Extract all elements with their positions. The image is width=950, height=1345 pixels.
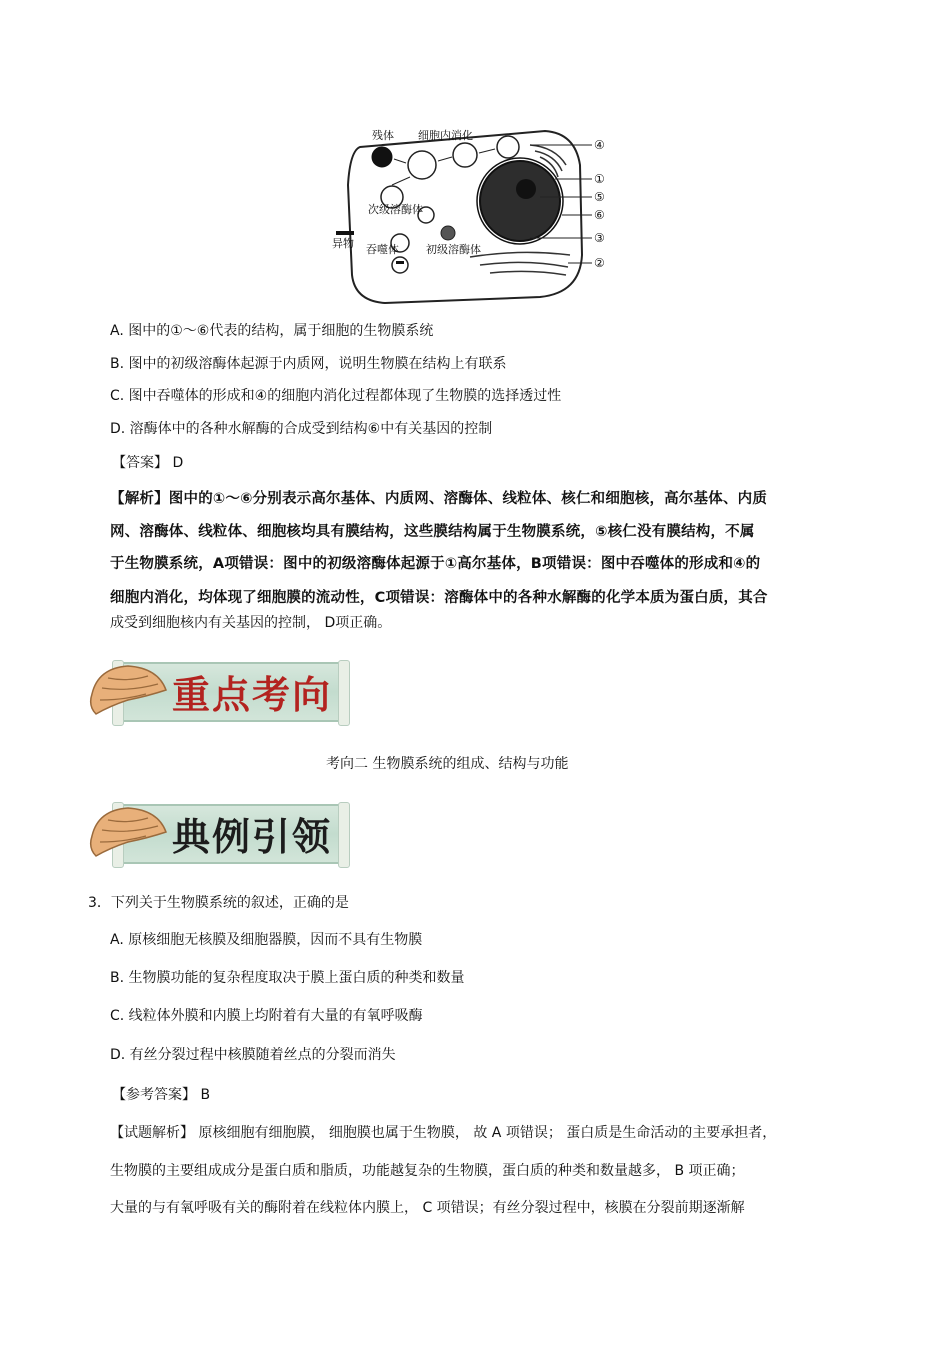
label-n6: ⑥ [594,208,605,222]
q3-option-d: D. 有丝分裂过程中核膜随着丝点的分裂而消失 [110,1047,396,1063]
banner-key-direction [88,654,346,726]
section-heading: 考向二 生物膜系统的组成、结构与功能 [326,756,569,772]
q3-answer: 【参考答案】 B [112,1087,211,1103]
shell-icon [88,802,168,862]
cell-diagram-figure [330,125,620,307]
q3-option-c: C. 线粒体外膜和内膜上均附着有大量的有氧呼吸酶 [110,1008,423,1024]
q3-stem: 3．下列关于生物膜系统的叙述，正确的是 [88,895,349,911]
cell-diagram [330,125,620,307]
label-phagosome: 吞噬体 [366,243,399,256]
label-n5: ⑤ [594,190,605,204]
label-n2: ② [594,256,605,270]
q3-analysis-line-3: 大量的与有氧呼吸有关的酶附着在线粒体内膜上， C 项错误；有丝分裂过程中，核膜在分裂前期逐渐解 [110,1200,745,1216]
analysis-line-3: 于生物膜系统，A项错误：图中的初级溶酶体起源于①高尔基体，B项错误：图中吞噬体的形成和④的 [110,556,761,572]
option-c: C. 图中吞噬体的形成和④的细胞内消化过程都体现了生物膜的选择透过性 [110,388,562,404]
label-n3: ③ [594,231,605,245]
label-secondary-lysosome: 次级溶酶体 [368,203,423,216]
banner-typical-example [88,796,346,868]
option-d: D. 溶酶体中的各种水解酶的合成受到结构⑥中有关基因的控制 [110,421,493,437]
analysis-line-5: 成受到细胞核内有关基因的控制， D项正确。 [110,615,392,631]
banner-title: 典例引领 [172,814,333,859]
shell-icon [88,660,168,720]
option-a: A. 图中的①～⑥代表的结构，属于细胞的生物膜系统 [110,323,434,339]
label-foreign-matter: 异物 [332,237,354,250]
label-primary-lysosome: 初级溶酶体 [426,243,481,256]
option-b: B. 图中的初级溶酶体起源于内质网，说明生物膜在结构上有联系 [110,356,507,372]
q3-analysis-line-2: 生物膜的主要组成成分是蛋白质和脂质，功能越复杂的生物膜，蛋白质的种类和数量越多， B 项正确； [110,1163,745,1179]
q3-analysis-line-1: 【试题解析】 原核细胞有细胞膜， 细胞膜也属于生物膜， 故 A 项错误； 蛋白质是生命活动的主要承担者， [110,1125,777,1141]
answer: 【答案】 D [112,455,184,471]
analysis-line-1: 【解析】图中的①～⑥分别表示高尔基体、内质网、溶酶体、线粒体、核仁和细胞核，高尔基体、内质 [110,491,768,507]
label-n4: ④ [594,138,605,152]
analysis-line-2: 网、溶酶体、线粒体、细胞核均具有膜结构，这些膜结构属于生物膜系统，⑤核仁没有膜结构，不属 [110,524,755,540]
q3-option-b: B. 生物膜功能的复杂程度取决于膜上蛋白质的种类和数量 [110,970,465,986]
q3-option-a: A. 原核细胞无核膜及细胞器膜，因而不具有生物膜 [110,932,423,948]
label-residual-body: 残体 [372,129,394,142]
label-intracellular-digestion: 细胞内消化 [418,129,473,142]
banner-title: 重点考向 [172,672,333,717]
label-n1: ① [594,172,605,186]
analysis-line-4: 细胞内消化，均体现了细胞膜的流动性，C项错误：溶酶体中的各种水解酶的化学本质为蛋白质，其合 [110,590,768,606]
